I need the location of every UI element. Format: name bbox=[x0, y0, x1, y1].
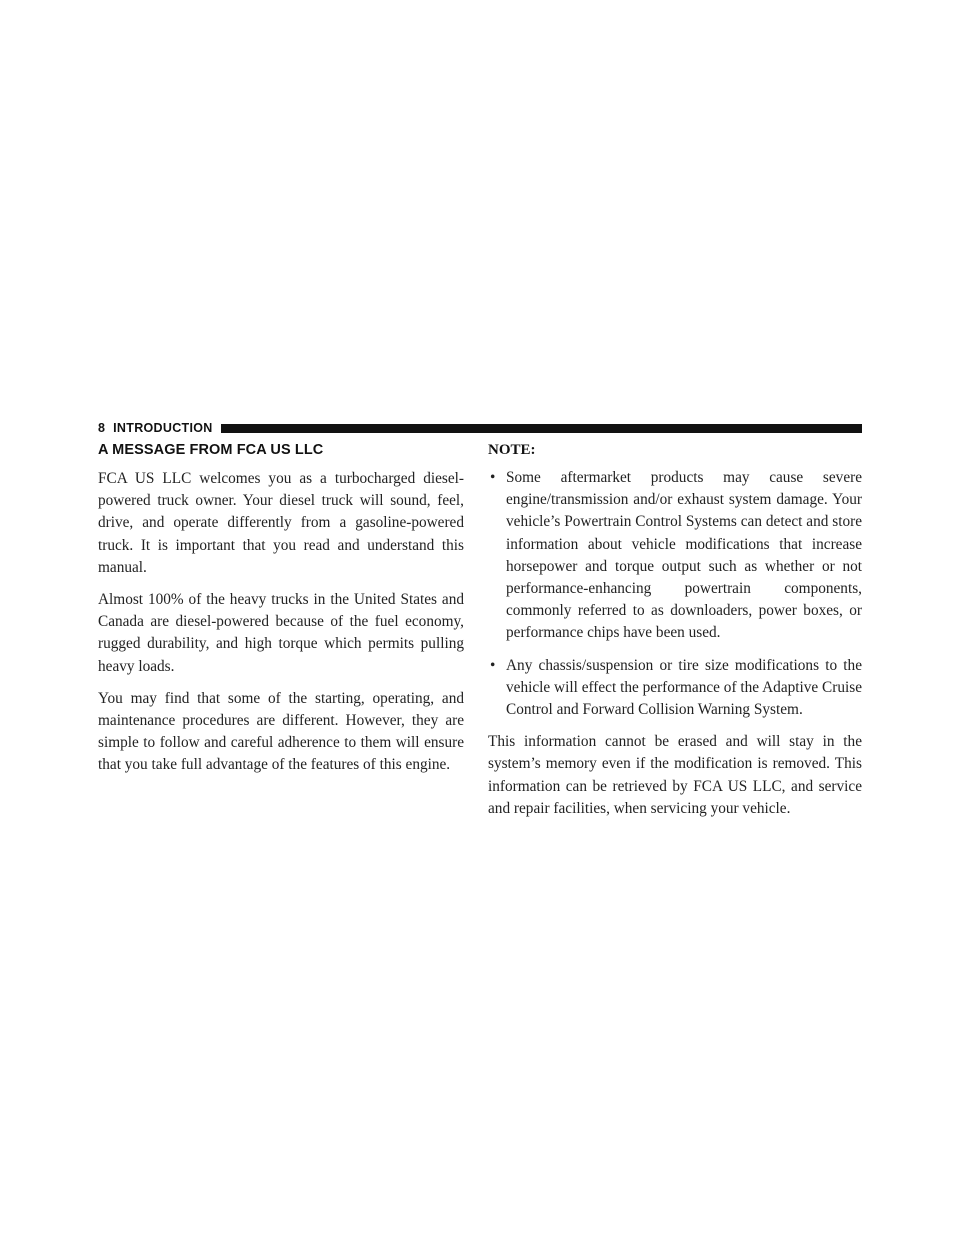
paragraph: This information cannot be erased and will stay in the system’s memory even if the modification is removed. This information can be retrieved by FCA US LLC, and service and repair facilities, when servicing your vehicle. bbox=[488, 733, 862, 817]
note-bullet-list bbox=[488, 467, 862, 721]
section-title: INTRODUCTION bbox=[113, 421, 213, 435]
header-rule bbox=[221, 424, 862, 433]
bullet-icon: • bbox=[490, 656, 496, 674]
list-item bbox=[488, 467, 862, 645]
bullet-text: Any chassis/suspension or tire size modifications to the vehicle will effect the performance of the Adaptive Cruise Control and Forward Collision Warning System. bbox=[506, 656, 862, 719]
note-heading: NOTE: bbox=[488, 442, 536, 458]
bullet-icon: • bbox=[490, 469, 496, 486]
page-header bbox=[98, 420, 862, 436]
left-column bbox=[98, 442, 464, 787]
page-number: 8 bbox=[98, 421, 106, 435]
paragraph: You may find that some of the starting, operating, and maintenance procedures are different. However, they are simple to follow and careful adherence to them will ensure that you take full advantage of the features of this engine. bbox=[98, 689, 464, 774]
section-heading: A MESSAGE FROM FCA US LLC bbox=[98, 442, 324, 458]
list-item bbox=[488, 655, 862, 722]
paragraph: FCA US LLC welcomes you as a turbocharged diesel-powered truck owner. Your diesel truck will sound, feel, drive, and operate differently from a gasoline-powered truck. It is important that you read and understand this manual. bbox=[98, 470, 464, 576]
paragraph: Almost 100% of the heavy trucks in the United States and Canada are diesel-powered because of the fuel economy, rugged durability, and high torque which permits pulling heavy loads. bbox=[98, 591, 464, 675]
right-column bbox=[488, 442, 862, 830]
bullet-text: Some aftermarket products may cause severe engine/transmission and/or exhaust system damage. Your vehicle’s Powertrain Control Systems can detect and store information about vehicle modifications that increase horsepower and torque output such as whether or not performance-enhancing powertrain components, commonly referred to as downloaders, power boxes, or performance chips have been used. bbox=[506, 469, 862, 642]
